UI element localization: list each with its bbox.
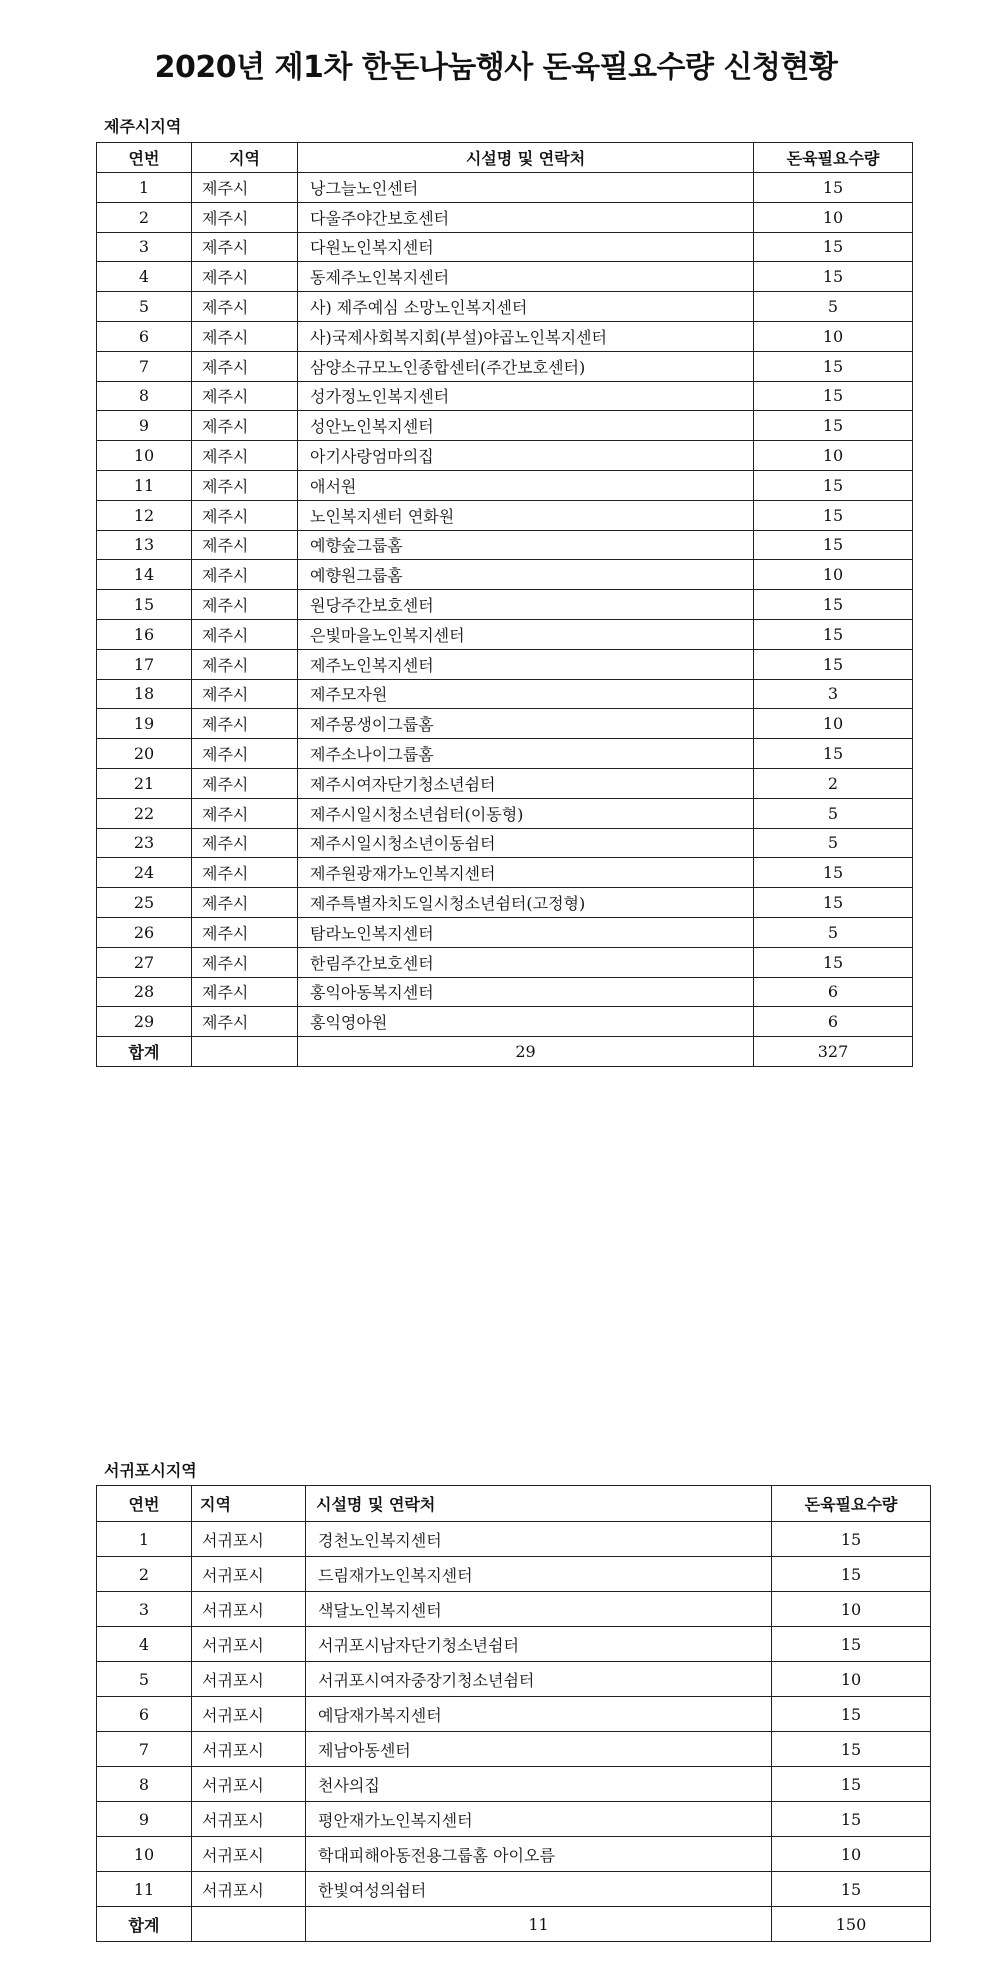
row-number: 17 bbox=[97, 649, 192, 679]
row-region: 제주시 bbox=[192, 917, 298, 947]
table-row bbox=[97, 1007, 913, 1037]
row-facility-name: 제남아동센터 bbox=[306, 1732, 772, 1767]
row-region: 제주시 bbox=[192, 530, 298, 560]
table-row bbox=[97, 1557, 931, 1592]
row-quantity: 15 bbox=[754, 470, 913, 500]
table-header-row bbox=[97, 1486, 931, 1522]
row-number: 29 bbox=[97, 1007, 192, 1037]
row-number: 3 bbox=[97, 232, 192, 262]
row-quantity: 15 bbox=[772, 1627, 931, 1662]
row-region: 제주시 bbox=[192, 590, 298, 620]
row-quantity: 15 bbox=[754, 858, 913, 888]
table-header-row bbox=[97, 143, 913, 173]
row-number: 21 bbox=[97, 768, 192, 798]
row-quantity: 15 bbox=[754, 619, 913, 649]
row-region: 제주시 bbox=[192, 679, 298, 709]
table-row bbox=[97, 321, 913, 351]
total-empty-cell bbox=[192, 1907, 306, 1942]
row-number: 11 bbox=[97, 470, 192, 500]
row-number: 2 bbox=[97, 202, 192, 232]
row-facility-name: 노인복지센터 연화원 bbox=[298, 500, 754, 530]
row-facility-name: 탐라노인복지센터 bbox=[298, 917, 754, 947]
row-facility-name: 예담재가복지센터 bbox=[306, 1697, 772, 1732]
row-region: 서귀포시 bbox=[192, 1697, 306, 1732]
row-number: 1 bbox=[97, 1522, 192, 1557]
row-quantity: 15 bbox=[754, 381, 913, 411]
total-count: 29 bbox=[298, 1037, 754, 1067]
total-quantity: 327 bbox=[754, 1037, 913, 1067]
table-row bbox=[97, 441, 913, 471]
table-row bbox=[97, 947, 913, 977]
table-row bbox=[97, 768, 913, 798]
row-region: 제주시 bbox=[192, 709, 298, 739]
header-no: 연번 bbox=[97, 143, 192, 173]
table-row bbox=[97, 1767, 931, 1802]
row-number: 15 bbox=[97, 590, 192, 620]
row-region: 제주시 bbox=[192, 947, 298, 977]
row-number: 19 bbox=[97, 709, 192, 739]
row-region: 제주시 bbox=[192, 1007, 298, 1037]
row-region: 서귀포시 bbox=[192, 1732, 306, 1767]
row-number: 27 bbox=[97, 947, 192, 977]
region-title-jeju: 제주시지역 bbox=[104, 117, 182, 136]
row-region: 제주시 bbox=[192, 470, 298, 500]
row-region: 제주시 bbox=[192, 858, 298, 888]
row-number: 25 bbox=[97, 888, 192, 918]
row-facility-name: 제주시일시청소년이동쉼터 bbox=[298, 828, 754, 858]
row-facility-name: 경천노인복지센터 bbox=[306, 1522, 772, 1557]
table-row bbox=[97, 262, 913, 292]
table-row bbox=[97, 1522, 931, 1557]
row-region: 제주시 bbox=[192, 619, 298, 649]
row-facility-name: 삼양소규모노인종합센터(주간보호센터) bbox=[298, 351, 754, 381]
row-facility-name: 홍익아동복지센터 bbox=[298, 977, 754, 1007]
row-number: 6 bbox=[97, 1697, 192, 1732]
row-number: 8 bbox=[97, 381, 192, 411]
row-region: 제주시 bbox=[192, 739, 298, 769]
row-region: 제주시 bbox=[192, 977, 298, 1007]
table-row bbox=[97, 560, 913, 590]
row-region: 제주시 bbox=[192, 411, 298, 441]
row-region: 서귀포시 bbox=[192, 1802, 306, 1837]
row-quantity: 15 bbox=[754, 888, 913, 918]
row-region: 제주시 bbox=[192, 500, 298, 530]
row-facility-name: 한림주간보호센터 bbox=[298, 947, 754, 977]
row-region: 제주시 bbox=[192, 768, 298, 798]
row-facility-name: 다원노인복지센터 bbox=[298, 232, 754, 262]
row-number: 10 bbox=[97, 1837, 192, 1872]
row-region: 서귀포시 bbox=[192, 1872, 306, 1907]
row-number: 6 bbox=[97, 321, 192, 351]
row-facility-name: 홍익영아원 bbox=[298, 1007, 754, 1037]
row-number: 28 bbox=[97, 977, 192, 1007]
row-facility-name: 동제주노인복지센터 bbox=[298, 262, 754, 292]
header-facility: 시설명 및 연락처 bbox=[306, 1486, 772, 1522]
table-row bbox=[97, 1627, 931, 1662]
row-region: 제주시 bbox=[192, 202, 298, 232]
table-row bbox=[97, 351, 913, 381]
row-number: 23 bbox=[97, 828, 192, 858]
row-region: 제주시 bbox=[192, 262, 298, 292]
row-region: 서귀포시 bbox=[192, 1557, 306, 1592]
row-quantity: 10 bbox=[754, 709, 913, 739]
header-quantity: 돈육필요수량 bbox=[772, 1486, 931, 1522]
row-region: 서귀포시 bbox=[192, 1627, 306, 1662]
row-quantity: 15 bbox=[772, 1767, 931, 1802]
row-region: 제주시 bbox=[192, 381, 298, 411]
row-quantity: 6 bbox=[754, 977, 913, 1007]
row-number: 14 bbox=[97, 560, 192, 590]
row-number: 4 bbox=[97, 1627, 192, 1662]
table-row bbox=[97, 381, 913, 411]
table-row bbox=[97, 828, 913, 858]
row-facility-name: 예향숲그룹홈 bbox=[298, 530, 754, 560]
row-facility-name: 다울주야간보호센터 bbox=[298, 202, 754, 232]
table-row bbox=[97, 232, 913, 262]
row-number: 24 bbox=[97, 858, 192, 888]
row-quantity: 10 bbox=[772, 1662, 931, 1697]
table-row bbox=[97, 858, 913, 888]
row-region: 제주시 bbox=[192, 321, 298, 351]
table-row bbox=[97, 649, 913, 679]
row-region: 제주시 bbox=[192, 292, 298, 322]
row-quantity: 15 bbox=[754, 649, 913, 679]
total-row bbox=[97, 1907, 931, 1942]
page-title: 2020년 제1차 한돈나눔행사 돈육필요수량 신청현황 bbox=[154, 50, 838, 85]
row-facility-name: 학대피해아동전용그룹홈 아이오름 bbox=[306, 1837, 772, 1872]
row-number: 7 bbox=[97, 1732, 192, 1767]
table-row bbox=[97, 1592, 931, 1627]
row-number: 7 bbox=[97, 351, 192, 381]
header-region: 지역 bbox=[192, 1486, 306, 1522]
table-row bbox=[97, 1697, 931, 1732]
row-quantity: 10 bbox=[754, 321, 913, 351]
row-number: 18 bbox=[97, 679, 192, 709]
row-region: 제주시 bbox=[192, 232, 298, 262]
row-facility-name: 사)국제사회복지회(부설)야곱노인복지센터 bbox=[298, 321, 754, 351]
row-facility-name: 은빛마을노인복지센터 bbox=[298, 619, 754, 649]
row-quantity: 6 bbox=[754, 1007, 913, 1037]
row-number: 10 bbox=[97, 441, 192, 471]
table-row bbox=[97, 590, 913, 620]
total-quantity: 150 bbox=[772, 1907, 931, 1942]
total-empty-cell bbox=[192, 1037, 298, 1067]
row-region: 제주시 bbox=[192, 828, 298, 858]
header-facility: 시설명 및 연락처 bbox=[298, 143, 754, 173]
row-quantity: 15 bbox=[772, 1732, 931, 1767]
row-facility-name: 예향원그룹홈 bbox=[298, 560, 754, 590]
header-no: 연번 bbox=[97, 1486, 192, 1522]
jeju-table bbox=[96, 142, 913, 1067]
row-quantity: 15 bbox=[754, 590, 913, 620]
row-quantity: 15 bbox=[772, 1697, 931, 1732]
row-quantity: 15 bbox=[754, 351, 913, 381]
row-quantity: 5 bbox=[754, 292, 913, 322]
row-region: 제주시 bbox=[192, 351, 298, 381]
row-quantity: 15 bbox=[754, 173, 913, 203]
row-number: 16 bbox=[97, 619, 192, 649]
row-number: 5 bbox=[97, 1662, 192, 1697]
row-quantity: 15 bbox=[772, 1522, 931, 1557]
table-row bbox=[97, 411, 913, 441]
table-row bbox=[97, 709, 913, 739]
row-facility-name: 애서원 bbox=[298, 470, 754, 500]
table-row bbox=[97, 679, 913, 709]
table-row bbox=[97, 1732, 931, 1767]
row-region: 서귀포시 bbox=[192, 1767, 306, 1802]
total-count: 11 bbox=[306, 1907, 772, 1942]
row-facility-name: 제주몽생이그룹홈 bbox=[298, 709, 754, 739]
row-region: 제주시 bbox=[192, 441, 298, 471]
table-row bbox=[97, 202, 913, 232]
row-facility-name: 색달노인복지센터 bbox=[306, 1592, 772, 1627]
table-row bbox=[97, 977, 913, 1007]
row-facility-name: 제주원광재가노인복지센터 bbox=[298, 858, 754, 888]
row-quantity: 15 bbox=[754, 232, 913, 262]
row-number: 2 bbox=[97, 1557, 192, 1592]
row-quantity: 10 bbox=[772, 1837, 931, 1872]
row-number: 8 bbox=[97, 1767, 192, 1802]
row-region: 서귀포시 bbox=[192, 1592, 306, 1627]
row-number: 1 bbox=[97, 173, 192, 203]
row-number: 26 bbox=[97, 917, 192, 947]
row-facility-name: 아기사랑엄마의집 bbox=[298, 441, 754, 471]
table-row bbox=[97, 917, 913, 947]
table-row bbox=[97, 888, 913, 918]
row-quantity: 15 bbox=[754, 262, 913, 292]
table-row bbox=[97, 798, 913, 828]
row-facility-name: 서귀포시여자중장기청소년쉼터 bbox=[306, 1662, 772, 1697]
total-label: 합계 bbox=[97, 1037, 192, 1067]
row-region: 제주시 bbox=[192, 798, 298, 828]
row-number: 12 bbox=[97, 500, 192, 530]
row-quantity: 15 bbox=[772, 1557, 931, 1592]
header-region: 지역 bbox=[192, 143, 298, 173]
row-region: 제주시 bbox=[192, 173, 298, 203]
row-region: 제주시 bbox=[192, 888, 298, 918]
row-number: 5 bbox=[97, 292, 192, 322]
row-number: 9 bbox=[97, 1802, 192, 1837]
row-facility-name: 평안재가노인복지센터 bbox=[306, 1802, 772, 1837]
row-facility-name: 제주소나이그룹홈 bbox=[298, 739, 754, 769]
row-quantity: 5 bbox=[754, 917, 913, 947]
row-number: 4 bbox=[97, 262, 192, 292]
row-quantity: 15 bbox=[772, 1872, 931, 1907]
row-facility-name: 한빛여성의쉼터 bbox=[306, 1872, 772, 1907]
row-number: 22 bbox=[97, 798, 192, 828]
row-facility-name: 성안노인복지센터 bbox=[298, 411, 754, 441]
table-row bbox=[97, 619, 913, 649]
row-number: 11 bbox=[97, 1872, 192, 1907]
row-quantity: 2 bbox=[754, 768, 913, 798]
row-quantity: 10 bbox=[754, 441, 913, 471]
table-row bbox=[97, 739, 913, 769]
row-facility-name: 서귀포시남자단기청소년쉼터 bbox=[306, 1627, 772, 1662]
row-region: 서귀포시 bbox=[192, 1662, 306, 1697]
row-facility-name: 제주모자원 bbox=[298, 679, 754, 709]
row-region: 서귀포시 bbox=[192, 1522, 306, 1557]
row-facility-name: 사) 제주예심 소망노인복지센터 bbox=[298, 292, 754, 322]
table-row bbox=[97, 500, 913, 530]
row-facility-name: 드림재가노인복지센터 bbox=[306, 1557, 772, 1592]
table-row bbox=[97, 470, 913, 500]
region-title-seogwipo: 서귀포시지역 bbox=[104, 1461, 197, 1480]
row-region: 제주시 bbox=[192, 560, 298, 590]
row-number: 20 bbox=[97, 739, 192, 769]
row-quantity: 15 bbox=[754, 530, 913, 560]
row-facility-name: 제주특별자치도일시청소년쉼터(고정형) bbox=[298, 888, 754, 918]
row-facility-name: 제주시여자단기청소년쉼터 bbox=[298, 768, 754, 798]
row-quantity: 15 bbox=[754, 411, 913, 441]
header-quantity: 돈육필요수량 bbox=[754, 143, 913, 173]
row-quantity: 10 bbox=[772, 1592, 931, 1627]
table-row bbox=[97, 530, 913, 560]
table-row bbox=[97, 1872, 931, 1907]
row-quantity: 15 bbox=[754, 739, 913, 769]
row-number: 13 bbox=[97, 530, 192, 560]
table-row bbox=[97, 1837, 931, 1872]
row-quantity: 15 bbox=[754, 500, 913, 530]
row-quantity: 5 bbox=[754, 828, 913, 858]
row-quantity: 10 bbox=[754, 560, 913, 590]
total-row bbox=[97, 1037, 913, 1067]
row-facility-name: 천사의집 bbox=[306, 1767, 772, 1802]
seogwipo-table bbox=[96, 1485, 931, 1942]
row-quantity: 15 bbox=[772, 1802, 931, 1837]
row-quantity: 5 bbox=[754, 798, 913, 828]
row-facility-name: 제주시일시청소년쉼터(이동형) bbox=[298, 798, 754, 828]
row-facility-name: 낭그늘노인센터 bbox=[298, 173, 754, 203]
table-row bbox=[97, 173, 913, 203]
row-region: 제주시 bbox=[192, 649, 298, 679]
row-quantity: 3 bbox=[754, 679, 913, 709]
total-label: 합계 bbox=[97, 1907, 192, 1942]
row-facility-name: 제주노인복지센터 bbox=[298, 649, 754, 679]
row-facility-name: 원당주간보호센터 bbox=[298, 590, 754, 620]
row-facility-name: 성가정노인복지센터 bbox=[298, 381, 754, 411]
row-number: 9 bbox=[97, 411, 192, 441]
row-number: 3 bbox=[97, 1592, 192, 1627]
table-row bbox=[97, 292, 913, 322]
row-region: 서귀포시 bbox=[192, 1837, 306, 1872]
row-quantity: 10 bbox=[754, 202, 913, 232]
row-quantity: 15 bbox=[754, 947, 913, 977]
table-row bbox=[97, 1662, 931, 1697]
table-row bbox=[97, 1802, 931, 1837]
